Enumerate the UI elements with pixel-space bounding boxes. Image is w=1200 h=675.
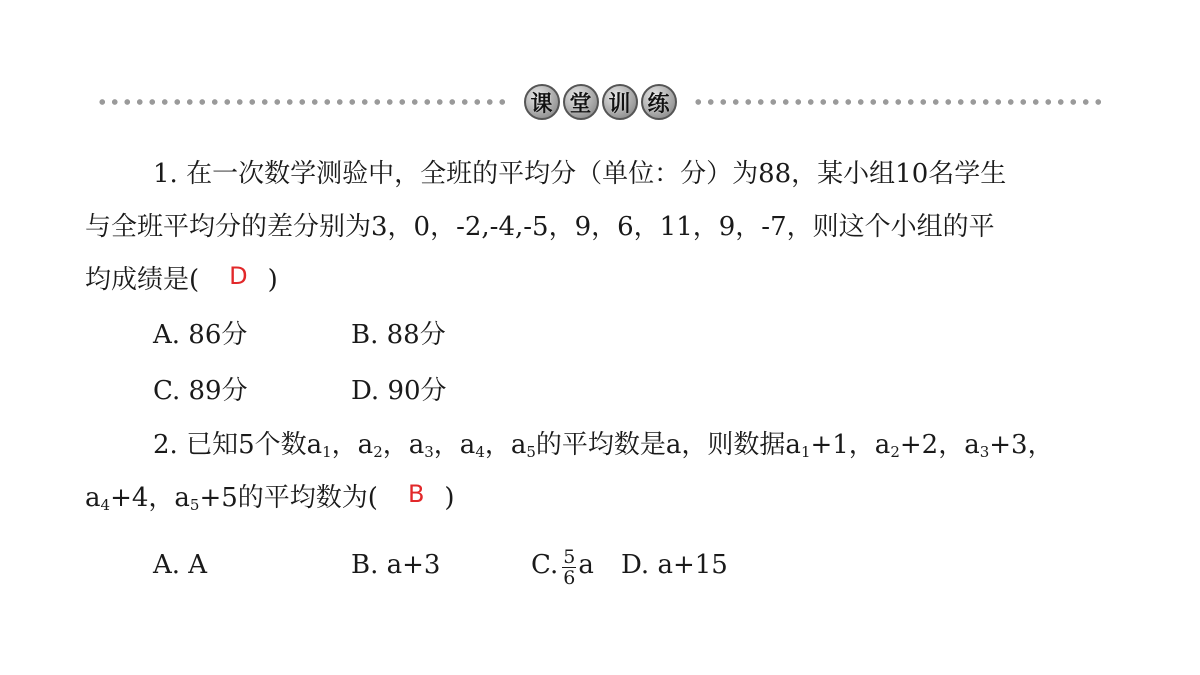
question-1-option-c: C. 89分 — [153, 375, 248, 406]
question-1-line-2: 与全班平均分的差分别为3，0，-2,-4,-5，9，6，11，9，-7，则这个小组的平 — [85, 212, 995, 242]
exercise-content — [85, 148, 1135, 593]
q2-sub-1: 1 — [322, 443, 332, 461]
question-2-line-2 — [85, 472, 1135, 525]
title-badge-1: 课 — [524, 84, 560, 120]
q2-text-3: ，a — [382, 430, 425, 460]
option-c-label: C. — [531, 549, 559, 580]
section-title-badges — [524, 84, 677, 120]
q2-text-7: +1，a — [810, 430, 891, 460]
question-1-stem-end: 均成绩是( — [85, 265, 200, 295]
question-1-answer: D — [229, 262, 248, 290]
question-1-options-row-1 — [85, 307, 1135, 363]
q2-text-6: 的平均数是a，则数据a — [535, 430, 801, 460]
question-2-option-d: D. a+15 — [621, 549, 728, 580]
q2-text-9: +3， — [989, 430, 1054, 460]
question-1-line-1: 1. 在一次数学测验中，全班的平均分（单位：分）为88，某小组10名学生 — [153, 159, 1007, 189]
dotted-divider-right — [691, 99, 1106, 105]
title-badge-2: 堂 — [563, 84, 599, 120]
q2-sub-8: 3 — [979, 443, 990, 461]
question-1-option-b: B. 88分 — [351, 319, 446, 350]
q2-text-8: +2，a — [899, 430, 980, 460]
q2-l2-sub-1: 4 — [100, 496, 111, 514]
question-2-line-1 — [85, 419, 1135, 472]
question-2-answer: B — [407, 480, 425, 508]
q2-sub-2: 2 — [373, 443, 383, 461]
fraction-numerator: 5 — [563, 546, 576, 568]
question-1-option-a: A. 86分 — [153, 319, 248, 350]
fraction-five-sixths — [562, 547, 576, 588]
question-1-line-3 — [85, 254, 1135, 307]
q2-sub-5: 5 — [526, 443, 536, 461]
q2-l2-text-3: +5的平均数为( — [199, 483, 378, 513]
q2-l2-text-2: +4，a — [110, 483, 190, 513]
q2-l2-sub-2: 5 — [189, 496, 200, 514]
question-1-option-d: D. 90分 — [351, 375, 447, 406]
q2-sub-6: 1 — [800, 443, 811, 461]
question-2-option-a: A. A — [153, 549, 208, 580]
question-1-options-row-2 — [85, 363, 1135, 419]
q2-text-4: ，a — [433, 430, 476, 460]
question-1-paren-close: ) — [267, 265, 278, 295]
question-2-paren-close: ) — [444, 483, 455, 513]
question-2-option-c — [531, 539, 621, 592]
q2-text-2: ，a — [331, 430, 374, 460]
q2-l2-text-1: a — [85, 483, 101, 513]
fraction-denominator: 6 — [563, 567, 576, 589]
q2-sub-4: 4 — [475, 443, 485, 461]
dotted-divider-left — [95, 99, 510, 105]
option-c-variable: a — [578, 549, 594, 580]
q2-sub-3: 3 — [424, 443, 434, 461]
title-badge-4: 练 — [641, 84, 677, 120]
title-badge-3: 训 — [602, 84, 638, 120]
section-header — [95, 80, 1105, 124]
q2-sub-7: 2 — [890, 443, 900, 461]
q2-text-1: 2. 已知5个数a — [153, 430, 323, 460]
spacer — [85, 525, 1135, 537]
question-2-option-b: B. a+3 — [351, 549, 441, 580]
q2-text-5: ，a — [484, 430, 527, 460]
question-2-options-row — [85, 537, 1135, 593]
